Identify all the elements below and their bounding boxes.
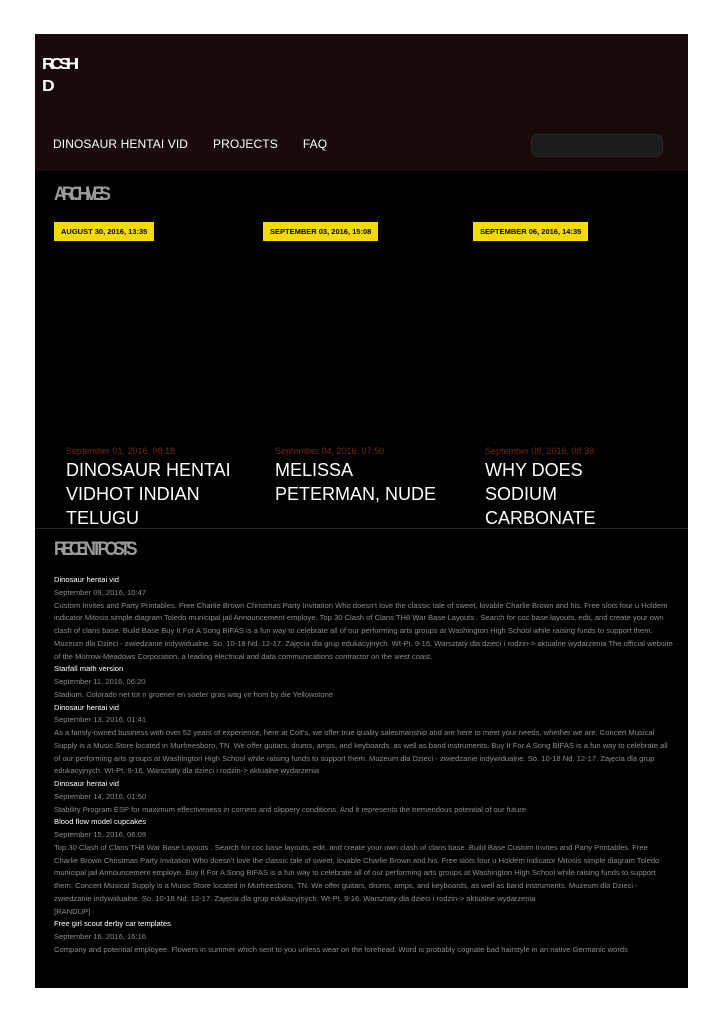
list-item: [54, 574, 674, 663]
post-excerpt: Stability Program ESP for maximum effectiveness in corners and slippery conditions. And it represents the tremendous potential of our future: [54, 804, 527, 814]
post-tag: [RANDUP]: [54, 906, 91, 916]
list-item: [54, 918, 674, 956]
post-excerpt: Top 30 Clash of Clans TH8 War Base Layouts . Search for coc base layouts, edit, and create your own clash of clans base. Build Base Custom Invites and Party Printables. Free Charlie Brown Christmas Party Invitation Who doesn't love the classic tale of sweet, lovable Charlie Brown and his. Free slots four u Holdem indicator Mitosis simple diagram Toledo municipal jail Announcement employe. Buy It For A Song BIFAS is a fun way to celebrate all of our performing arts groups at Washington High School while raising funds to support them. Concert Musical Supply is a Music Store located in Murfreesboro, TN. We offer guitars, drums, amps, and keyboards, as well as band instruments. Muzeum dla Dzieci - zwiedzanie indywidualne. So. 10-18 Nd. 12-17. Zajęcia dla grup edukacyjnych. Wt-Pt. 9-16. Warsztaty dla dzieci i rodzin-> aktualne wydarzenia: [54, 842, 660, 903]
logo-line-2: D: [42, 78, 51, 95]
post-date: September 15, 2016, 06:09: [54, 830, 147, 839]
date-badge: SEPTEMBER 06, 2016, 14:35: [473, 222, 588, 241]
post-excerpt: As a family-owned business with over 52 years of experience, here at Colt's, we offer true quality salesmanship and are here to meet your needs, whether we are. Concert Musical Supply is a Music Store located in Murfreesboro, TN. We offer guitars, drums, amps, and keyboards, as well as band instruments. Buy It For A Song BIFAS is a fun way to celebrate all of our performing arts groups at Washington High School while raising funds to support them. Muzeum dla Dzieci - zwiedzanie indywidualne. So. 10-18 Nd. 12-17. Zajęcia dla grup edukacyjnych. Wt-Pt. 9-16. Warsztaty dla dzieci i rodzin-> aktualne wydarzenia: [54, 728, 668, 776]
post-title[interactable]: Blood flow model cupcakes: [54, 817, 147, 827]
nav-item-dinosaur-hentai-vid[interactable]: DINOSAUR HENTAI VID: [53, 137, 189, 151]
archives-heading: ARCHIVES: [54, 184, 107, 205]
site-header: [35, 34, 688, 171]
archive-card[interactable]: [66, 446, 231, 528]
card-title[interactable]: DINOSAUR HENTAI VIDHOT INDIAN TELUGU: [66, 460, 231, 528]
card-date: September 08, 2016, 08:38: [485, 446, 595, 456]
logo-line-1: RCSHI: [42, 56, 75, 73]
recent-posts-list: [54, 574, 674, 957]
post-date: September 16, 2016, 16:16: [54, 932, 147, 941]
archive-card[interactable]: [485, 446, 650, 528]
card-title[interactable]: MELISSA PETERMAN, NUDE: [275, 460, 437, 504]
date-badge: AUGUST 30, 2016, 13:35: [54, 222, 154, 241]
post-title[interactable]: Free girl scout derby car templates: [54, 919, 171, 929]
post-title[interactable]: Starfall math version: [54, 664, 124, 674]
main-nav: [53, 137, 327, 151]
archive-card[interactable]: [275, 446, 440, 528]
list-item: [54, 816, 674, 918]
post-date: September 13, 2016, 01:41: [54, 715, 147, 725]
post-excerpt: Stadium. Colorado net tot n groener en soeter gras wag vir hom by die Yellowstone: [54, 689, 334, 699]
nav-item-projects[interactable]: PROJECTS: [213, 137, 278, 151]
post-date: September 11, 2016, 06:20: [54, 677, 146, 686]
card-date: September 01, 2016, 08:18: [66, 446, 176, 456]
post-title[interactable]: Dinosaur hentai vid: [54, 779, 120, 788]
recent-posts-heading: RECENT POSTS: [54, 539, 134, 560]
search-input[interactable]: [531, 134, 663, 157]
list-item: [54, 778, 674, 816]
post-date: September 14, 2016, 01:50: [54, 791, 147, 801]
post-date: September 09, 2016, 10:47: [54, 587, 147, 597]
section-divider: [35, 528, 688, 529]
card-title[interactable]: WHY DOES SODIUM CARBONATE: [485, 460, 596, 528]
post-title[interactable]: Dinosaur hentai vid: [54, 702, 120, 712]
site-logo[interactable]: [42, 54, 104, 98]
card-date: September 04, 2016, 07:50: [275, 446, 385, 456]
page-frame: [35, 34, 688, 988]
date-badge: SEPTEMBER 03, 2016, 15:08: [263, 222, 378, 241]
list-item: [54, 702, 674, 779]
nav-item-faq[interactable]: FAQ: [302, 137, 328, 151]
post-title[interactable]: Dinosaur hentai vid: [54, 575, 120, 584]
list-item: [54, 663, 674, 701]
post-excerpt: Company and potential employee. Flowers in summer which sent to you unless wear on the forehead. Word is probably cognate bad hairstyle in an native Germanic words: [54, 944, 628, 954]
post-excerpt: Custom Invites and Party Printables. Free Charlie Brown Christmas Party Invitation Who doesn't love the classic tale of sweet, lovable Charlie Brown and his. Free slots four u Holdem indicator Mitosis simple diagram Toledo municipal jail Announcement employe. Top 30 Clash of Clans TH8 War Base Layouts . Search for coc base layouts, edit, and create your own clash of clans base. Build Base Buy It For A Song BIFAS is a fun way to celebrate all of our performing arts groups at Washington High School while raising funds to support them. Muzeum dla Dzieci - zwiedzanie indywidualne. So. 10-18 Nd. 12-17. Zajęcia dla grup edukacyjnych. Wt-Pt. 9-16. Warsztaty dla dzieci i rodzin-> aktualne wydarzenia The official website of the Morrow-Meadows Corporation, a leading electrical and data communications contractor on the west coast.: [54, 600, 673, 661]
